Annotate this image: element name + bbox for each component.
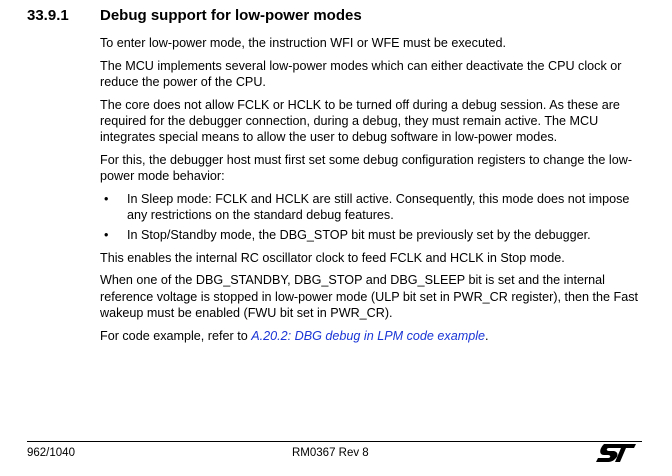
bullet-icon: • [104, 228, 109, 243]
code-example-link[interactable]: A.20.2: DBG debug in LPM code example [251, 328, 486, 343]
paragraph-debug-session: The core does not allow FCLK or HCLK to be turned off during a debug session. As these are required for the debugger connection, during a debug, they must remain active. The MCU integrates special means to allow the user to debug software in low-power modes. [100, 97, 620, 145]
st-logo-icon [595, 441, 637, 465]
section-heading [27, 7, 362, 24]
paragraph-debugger-host: For this, the debugger host must first set some debug configuration registers to change the low-power mode behavior: [100, 152, 633, 183]
paragraph-fast-wakeup: When one of the DBG_STANDBY, DBG_STOP and DBG_SLEEP bit is set and the internal reference voltage is stopped in low-power mode (ULP bit set in PWR_CR register), then the Fast wakeup must be enabled (FWU bit set in PWR_CR). [100, 273, 639, 320]
paragraph-rc-oscillator: This enables the internal RC oscillator clock to feed FCLK and HCLK in Stop mode. [100, 250, 565, 265]
list-item-text: In Sleep mode: FCLK and HCLK are still active. Consequently, this mode does not impose any restrictions on the standard debug features. [127, 191, 630, 222]
code-example-prefix: For code example, refer to [100, 328, 252, 343]
list-item-text: In Stop/Standby mode, the DBG_STOP bit must be previously set by the debugger. [127, 228, 591, 243]
paragraph-low-power-modes: The MCU implements several low-power modes which can either deactivate the CPU clock or reduce the power of the CPU. [100, 58, 622, 89]
bullet-icon: • [104, 191, 109, 206]
code-example-suffix: . [485, 328, 489, 343]
paragraph-code-example [100, 328, 642, 344]
section-number: 33.9.1 [27, 7, 69, 24]
paragraph-wfi-wfe: To enter low-power mode, the instruction WFI or WFE must be executed. [100, 36, 506, 50]
page-number: 962/1040 [27, 447, 75, 459]
document-reference: RM0367 Rev 8 [292, 447, 369, 459]
list-item [100, 227, 642, 243]
section-body [100, 35, 642, 350]
bullet-list [100, 191, 642, 244]
section-title: Debug support for low-power modes [100, 7, 362, 24]
list-item [100, 191, 642, 223]
footer-divider [27, 441, 642, 442]
